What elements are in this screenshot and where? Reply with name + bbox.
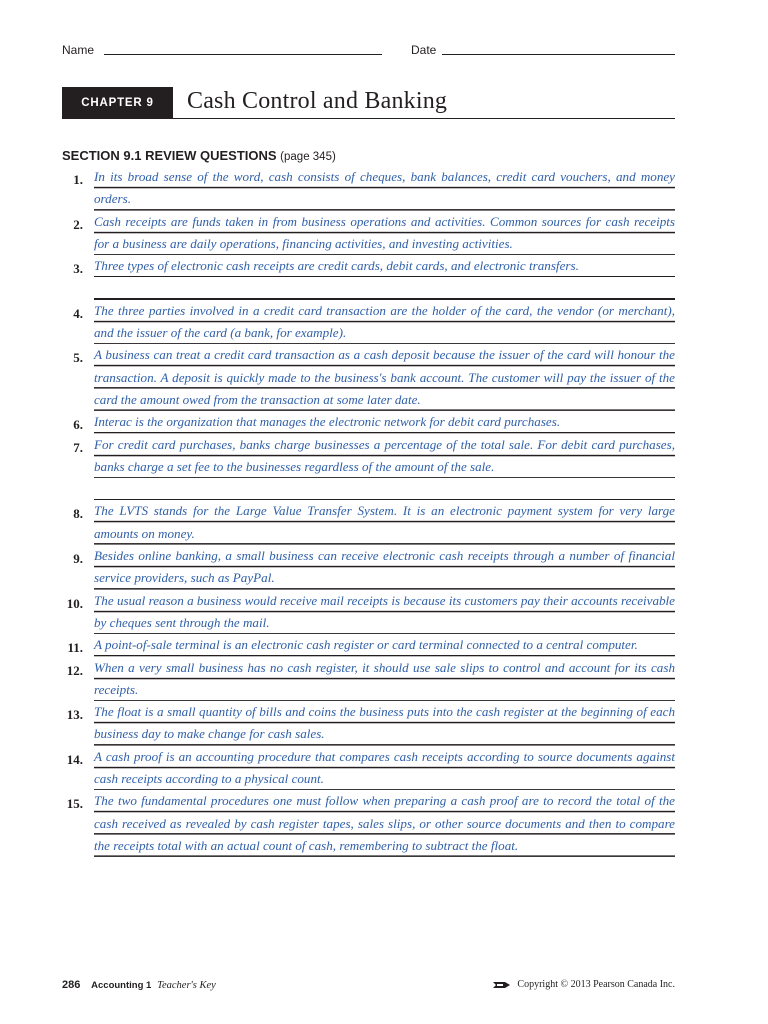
answer-text: Interac is the organization that manages the electronic network for debit card purchases. [94, 411, 675, 433]
question-number: 15. [66, 796, 83, 812]
answer-text: Three types of electronic cash receipts are credit cards, debit cards, and electronic transfers. [94, 255, 675, 277]
book-title: Accounting 1 [91, 980, 152, 991]
question-item [0, 500, 768, 545]
question-item [0, 590, 768, 635]
answer-text: For credit card purchases, banks charge businesses a percentage of the total sale. For debit card purchases, banks charge a set fee to the businesses regardless of the amount of the sale. [94, 434, 675, 479]
footer-left [62, 979, 216, 991]
answer-list [0, 166, 768, 857]
blank-answer-line [94, 478, 675, 500]
chapter-rule [173, 118, 675, 119]
pearson-logo-icon [493, 981, 511, 989]
question-item [0, 634, 768, 656]
question-number: 7. [73, 439, 83, 455]
section-title: SECTION 9.1 REVIEW QUESTIONS [62, 148, 277, 163]
question-number: 2. [73, 216, 83, 232]
question-number: 9. [73, 551, 83, 567]
page-number: 286 [62, 979, 81, 991]
answer-text: Cash receipts are funds taken in from business operations and activities. Common sources for cash receipts for a business are daily operations, financing activities, and investing activities. [94, 211, 675, 256]
question-item [0, 657, 768, 702]
question-number: 14. [66, 751, 83, 767]
blank-answer-line [94, 277, 675, 299]
question-item [0, 545, 768, 590]
question-number: 8. [73, 506, 83, 522]
question-number: 11. [67, 640, 83, 656]
name-field-line[interactable] [104, 54, 382, 55]
question-item [0, 701, 768, 746]
question-item [0, 255, 768, 300]
answer-text: A business can treat a credit card transaction as a cash deposit because the issuer of the card will honour the transaction. A deposit is quickly made to the business's bank account. The customer will pay the issuer of the card the amount owed from the transaction at some later date. [94, 344, 675, 411]
question-number: 4. [73, 305, 83, 321]
answer-text: When a very small business has no cash register, it should use sale slips to control and account for its cash receipts. [94, 657, 675, 702]
question-number: 1. [73, 172, 83, 187]
question-item [0, 411, 768, 433]
date-field-line[interactable] [442, 54, 675, 55]
question-number: 13. [66, 707, 83, 723]
question-item [0, 790, 768, 857]
answer-text: The two fundamental procedures one must follow when preparing a cash proof are to record the total of the cash received as revealed by cash register tapes, sales slips, or other source documents and then to compare the receipts total with an actual count of cash, remembering to subtract the float. [94, 790, 675, 857]
chapter-badge: CHAPTER 9 [62, 87, 173, 119]
question-item [0, 746, 768, 791]
question-item [0, 300, 768, 345]
question-item [0, 166, 768, 211]
chapter-title: Cash Control and Banking [187, 88, 448, 114]
answer-text: The float is a small quantity of bills and coins the business puts into the cash register at the beginning of each business day to make change for cash sales. [94, 701, 675, 746]
answer-text: Besides online banking, a small business can receive electronic cash receipts through a number of financial service providers, such as PayPal. [94, 545, 675, 590]
answer-text: The usual reason a business would receive mail receipts is because its customers pay their accounts receivable by cheques sent through the mail. [94, 590, 675, 635]
question-number: 3. [73, 261, 83, 277]
question-item [0, 211, 768, 256]
answer-text: In its broad sense of the word, cash consists of cheques, bank balances, credit card vouchers, and money orders. [94, 166, 675, 211]
answer-text: A cash proof is an accounting procedure that compares cash receipts according to source documents against cash receipts according to a physical count. [94, 746, 675, 791]
answer-text: The LVTS stands for the Large Value Transfer System. It is an electronic payment system for very large amounts on money. [94, 500, 675, 545]
answer-text: The three parties involved in a credit card transaction are the holder of the card, the vendor (or merchant), and the issuer of the card (a bank, for example). [94, 300, 675, 345]
section-heading [62, 148, 336, 163]
question-number: 6. [73, 417, 83, 433]
section-page-ref: (page 345) [280, 151, 336, 163]
question-number: 12. [66, 662, 83, 678]
footer-right [493, 979, 675, 990]
answer-text: A point-of-sale terminal is an electronic cash register or card terminal connected to a central computer. [94, 634, 675, 656]
book-suffix: Teacher's Key [157, 980, 216, 991]
name-label: Name [62, 43, 95, 57]
question-item [0, 434, 768, 501]
copyright-text: Copyright © 2013 Pearson Canada Inc. [517, 979, 675, 990]
question-item [0, 344, 768, 411]
date-label: Date [411, 43, 437, 57]
question-number: 10. [66, 595, 83, 611]
question-number: 5. [73, 350, 83, 366]
